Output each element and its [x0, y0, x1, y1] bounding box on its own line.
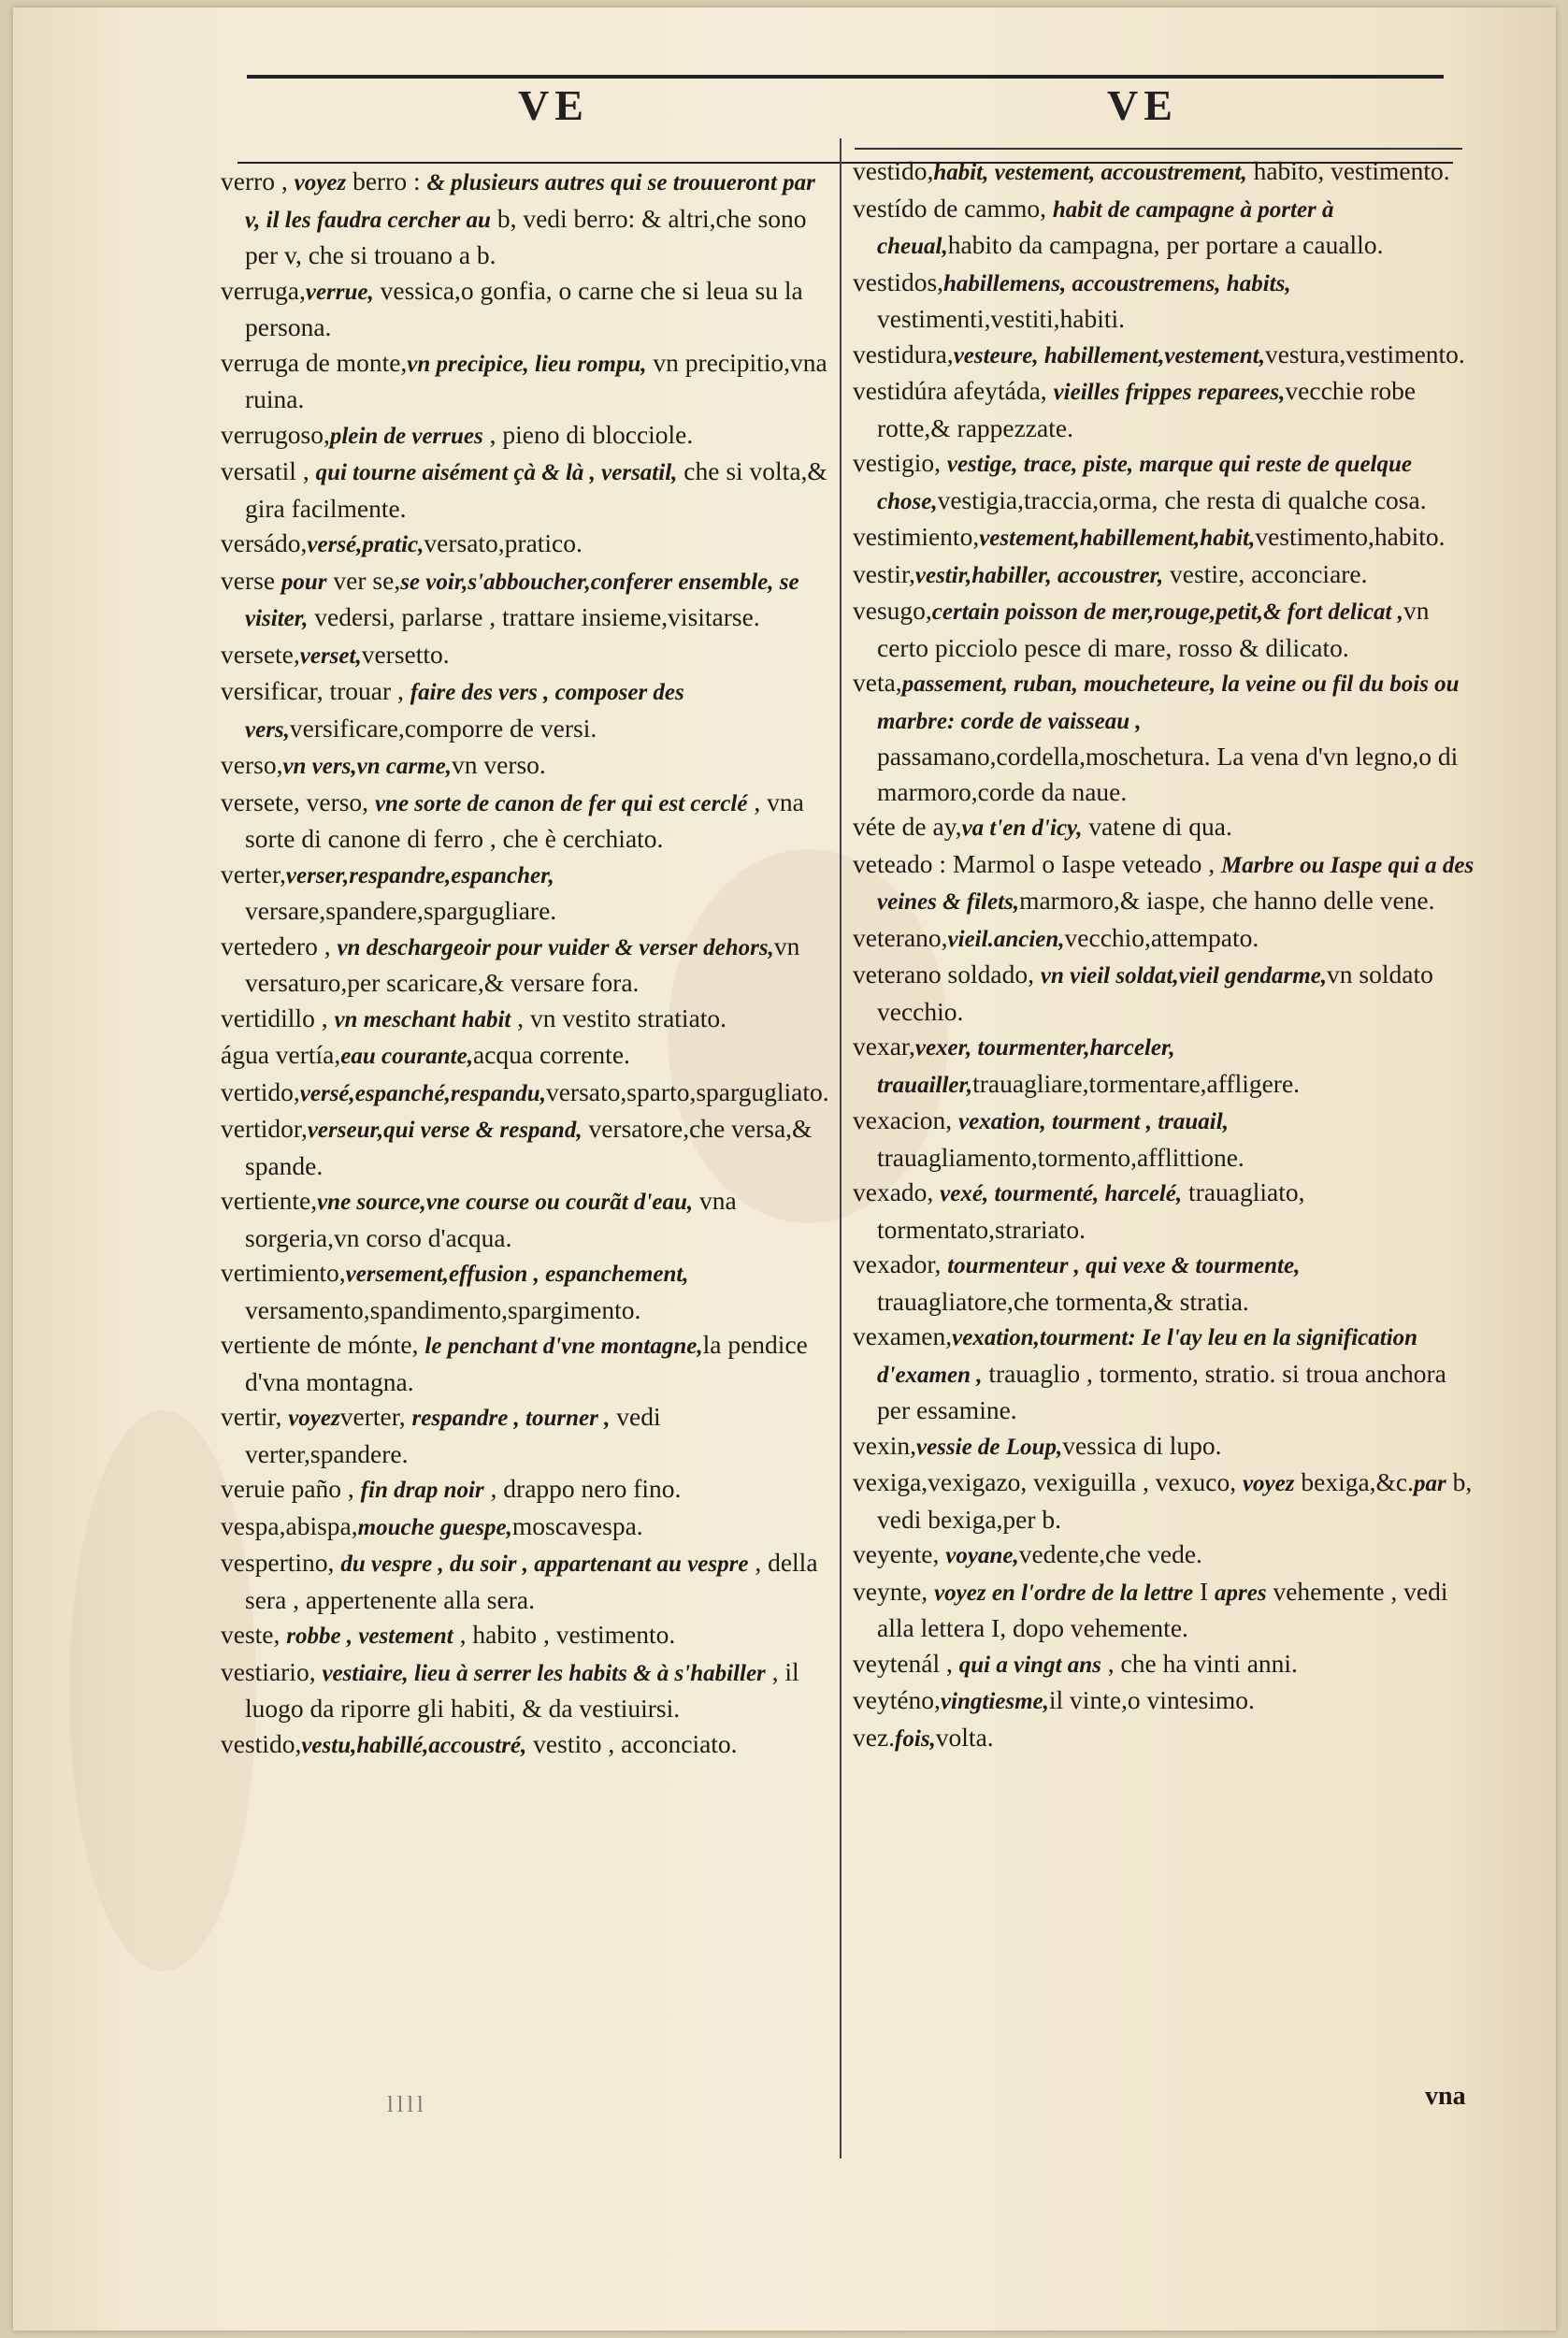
entry-text: vespertino,	[221, 1548, 341, 1577]
french-gloss: vesteure, habillement,vestement,	[953, 342, 1265, 368]
french-gloss: voyez en l'ordre de la lettre	[934, 1580, 1194, 1606]
french-gloss: vestir,habiller, accoustrer,	[914, 562, 1164, 588]
entry-text: vertir,	[221, 1402, 289, 1431]
entry-text: versificare,comporre de versi.	[289, 713, 597, 743]
entry-text: veta,	[853, 668, 902, 697]
dictionary-entry	[853, 337, 1474, 374]
dictionary-entry	[853, 665, 1474, 809]
french-gloss: voyez	[288, 1406, 340, 1431]
french-gloss: verrue,	[305, 279, 374, 305]
entry-text: vestido,	[853, 156, 934, 185]
dictionary-entry	[221, 454, 828, 526]
entry-text: che si volta,& gira facilmente.	[245, 456, 827, 523]
french-gloss: vieilles frippes reparees,	[1053, 380, 1286, 405]
dictionary-entry	[221, 1037, 828, 1075]
entry-text: verter,	[339, 1402, 412, 1431]
catchword: vna	[1425, 2082, 1466, 2111]
dictionary-entry	[221, 929, 828, 1001]
dictionary-entry	[221, 1617, 828, 1654]
dictionary-entry	[853, 191, 1474, 265]
entry-text: marmoro,& iaspe, che hanno delle vene.	[1019, 886, 1435, 915]
entry-text: vesugo,	[853, 596, 932, 625]
dictionary-entry	[221, 1654, 828, 1726]
french-gloss: vieil.ancien,	[947, 926, 1065, 952]
entry-text: versamento,spandimento,spargimento.	[245, 1294, 641, 1324]
entry-text: habito da campagna, per portare a cauallo.	[947, 230, 1384, 259]
entry-text: versete, verso,	[221, 787, 375, 816]
dictionary-entry	[853, 920, 1474, 958]
french-gloss: robbe , vestement	[286, 1624, 453, 1649]
entry-text: vessica,o gonfia, o carne che si leua su la persona.	[245, 275, 803, 341]
french-gloss: habit, vestement, accoustrement,	[933, 160, 1247, 185]
french-gloss: vn precipice, lieu rompu,	[407, 351, 647, 377]
dictionary-entry	[221, 1327, 828, 1399]
dictionary-entry	[221, 1471, 828, 1508]
entry-text: vestura,vestimento.	[1264, 339, 1465, 368]
entry-text: versatore,che versa,& spande.	[245, 1114, 813, 1180]
entry-text: berro :	[346, 166, 427, 195]
header-rule-right	[855, 148, 1462, 150]
entry-text: trauaglio , tormento, stratio. si troua anchora per essamine.	[877, 1358, 1446, 1424]
entry-text: vestidúra afeytáda,	[853, 376, 1054, 405]
dictionary-entry	[853, 1574, 1474, 1646]
dictionary-entry	[853, 265, 1474, 337]
entry-text: vestidura,	[853, 339, 954, 368]
french-gloss: verseur,qui verse & respand,	[307, 1118, 583, 1143]
entry-text: vexiga,vexigazo, vexiguilla , vexuco,	[853, 1467, 1243, 1496]
entry-text: vedersi, parlarse , trattare insieme,visitarse.	[308, 602, 760, 631]
entry-text: vn soldato vecchio.	[877, 960, 1433, 1026]
dictionary-entry	[853, 809, 1474, 846]
left-running-head: VE	[518, 81, 589, 129]
entry-text: versádo,	[221, 528, 308, 557]
entry-text: vessica di lupo.	[1062, 1430, 1222, 1460]
dictionary-entry	[853, 519, 1474, 556]
french-gloss: le penchant d'vne montagne,	[424, 1334, 703, 1359]
dictionary-entry	[853, 1465, 1474, 1537]
entry-text: veteado : Marmol o Iaspe veteado ,	[853, 848, 1222, 878]
french-gloss: fin drap noir	[360, 1478, 484, 1503]
entry-text: I	[1193, 1576, 1215, 1606]
dictionary-entry	[853, 153, 1474, 191]
entry-text: , pieno di blocciole.	[482, 419, 694, 449]
dictionary-entry	[853, 1103, 1474, 1175]
top-rule	[247, 75, 1444, 79]
dictionary-entry	[221, 785, 828, 857]
entry-text: véte de ay,	[853, 812, 962, 841]
entry-text: vertidillo ,	[221, 1003, 335, 1032]
french-gloss: plein de verrues	[329, 423, 483, 449]
french-gloss: mouche guespe,	[357, 1514, 512, 1540]
column-divider	[840, 138, 842, 2158]
dictionary-entry	[221, 1001, 828, 1038]
entry-text: vertido,	[221, 1076, 300, 1106]
entry-text: vestiario,	[221, 1656, 323, 1686]
right-column	[853, 153, 1474, 1756]
entry-text: vecchio,attempato.	[1064, 922, 1259, 952]
french-gloss: fois,	[895, 1725, 936, 1752]
entry-text: vestimiento,	[853, 522, 980, 551]
dictionary-entry	[221, 273, 828, 345]
entry-text: b, vedi berro: & altri,che sono per v, che si trouano a b.	[245, 203, 807, 269]
french-gloss: vestiaire, lieu à serrer les habits & à s'habiller	[322, 1660, 766, 1686]
entry-text: , che ha vinti anni.	[1100, 1648, 1298, 1678]
dictionary-entry	[853, 846, 1474, 920]
entry-text: , habito , vestimento.	[453, 1620, 676, 1649]
dictionary-entry	[853, 1682, 1474, 1720]
entry-text: verter,	[221, 859, 286, 888]
dictionary-entry	[853, 1247, 1474, 1319]
signature-mark: llll	[387, 2093, 427, 2117]
dictionary-entry	[853, 373, 1474, 445]
dictionary-entry	[221, 164, 828, 273]
dictionary-entry	[853, 1428, 1474, 1465]
entry-text: trauagliare,tormentare,affligere.	[972, 1068, 1301, 1098]
french-gloss: respandre , tourner ,	[411, 1406, 611, 1431]
entry-text: vexador,	[853, 1249, 948, 1278]
french-gloss: habit de campagne à porter à cheual,	[877, 196, 1334, 259]
french-gloss: verser,respandre,espancher,	[285, 862, 554, 888]
french-gloss: vn vers,vn carme,	[282, 754, 452, 779]
entry-text: vertiente,	[221, 1186, 318, 1215]
french-gloss: vexation,tourment: Ie l'ay leu en la signification d'examen ,	[877, 1325, 1418, 1388]
entry-text: vexar,	[853, 1032, 915, 1061]
dictionary-entry	[221, 1726, 828, 1764]
french-gloss: versé,pratic,	[307, 532, 424, 557]
french-gloss: apres	[1215, 1580, 1267, 1606]
entry-text: versato,sparto,spargugliato.	[545, 1076, 829, 1106]
dictionary-entry	[221, 563, 828, 637]
french-gloss: par	[1414, 1471, 1446, 1496]
dictionary-entry	[221, 417, 828, 455]
french-gloss: vexation, tourment , trauail,	[958, 1109, 1229, 1134]
dictionary-entry	[853, 957, 1474, 1029]
french-gloss: tourmenteur , qui vexe & tourmente,	[947, 1253, 1301, 1278]
entry-text: vestído de cammo,	[853, 193, 1053, 223]
entry-text: volta.	[935, 1722, 994, 1752]
entry-text: versificar, trouar ,	[221, 676, 410, 705]
entry-text: vedente,che vede.	[1018, 1539, 1202, 1568]
dictionary-entry	[221, 1183, 828, 1255]
entry-text: vn certo picciolo pesce di mare, rosso & dilicato.	[877, 596, 1430, 662]
entry-text: moscavespa.	[511, 1510, 643, 1540]
french-gloss: verset,	[299, 642, 362, 669]
french-gloss: vingtiesme,	[940, 1689, 1049, 1714]
entry-text: veyente,	[853, 1539, 946, 1568]
entry-text: verruga,	[221, 275, 306, 305]
left-column	[221, 164, 828, 1763]
entry-text: versete,	[221, 639, 300, 669]
french-gloss: vn vieil soldat,vieil gendarme,	[1040, 963, 1328, 989]
french-gloss: vexé, tourmenté, harcelé,	[940, 1181, 1183, 1206]
entry-text: vatene di qua.	[1082, 812, 1232, 841]
french-gloss: voyez	[1242, 1471, 1295, 1496]
entry-text: vestidos,	[853, 267, 944, 296]
entry-text: água vertía,	[221, 1040, 341, 1069]
entry-text: trauagliatore,che tormenta,& stratia.	[877, 1286, 1249, 1316]
entry-text: ver se,	[326, 565, 401, 595]
entry-text: veste,	[221, 1620, 287, 1649]
french-gloss: vexer, tourmenter,harceler, trauailler,	[877, 1035, 1175, 1098]
dictionary-entry	[853, 1537, 1474, 1574]
entry-text: , il luogo da riporre gli habiti, & da vestiuirsi.	[245, 1656, 799, 1723]
dictionary-entry	[853, 593, 1474, 665]
entry-text: trauagliamento,tormento,afflittione.	[877, 1142, 1244, 1172]
french-gloss: vestu,habillé,accoustré,	[301, 1732, 527, 1758]
entry-text: vexacion,	[853, 1105, 959, 1134]
entry-text: vespa,abispa,	[221, 1510, 358, 1540]
dictionary-entry	[853, 1029, 1474, 1103]
entry-text: habito, vestimento.	[1246, 156, 1450, 185]
entry-text: veruie paño ,	[221, 1474, 361, 1503]
french-gloss: versé,espanché,respandu,	[299, 1080, 546, 1106]
french-gloss: pour	[281, 569, 327, 595]
dictionary-entry	[221, 1508, 828, 1546]
entry-text: vexado,	[853, 1177, 941, 1206]
entry-text: verrugoso,	[221, 419, 330, 449]
dictionary-entry	[221, 637, 828, 674]
entry-text: versare,spandere,spargugliare.	[245, 896, 557, 925]
entry-text: vestir,	[853, 558, 915, 588]
entry-text: vedi verter,spandere.	[245, 1402, 661, 1468]
french-gloss: voyane,	[945, 1543, 1019, 1568]
french-gloss: voyez	[294, 170, 347, 195]
entry-text: verse	[221, 565, 281, 595]
entry-text: vestigio,	[853, 448, 947, 477]
entry-text: vertimiento,	[221, 1258, 346, 1287]
dictionary-entry	[853, 1646, 1474, 1683]
french-gloss: du vespre , du soir , appartenant au vespre	[340, 1551, 749, 1577]
entry-text: veynte,	[853, 1576, 935, 1606]
entry-text: bexiga,&c.	[1294, 1467, 1415, 1496]
french-gloss: eau courante,	[340, 1044, 473, 1069]
dictionary-entry	[221, 673, 828, 747]
french-gloss: & plusieurs autres qui se trouueront par v, il les faudra cercher au	[245, 170, 815, 233]
entry-text: verro ,	[221, 166, 295, 195]
entry-text: vertidor,	[221, 1114, 308, 1143]
french-gloss: Marbre ou Iaspe qui a des veines & filets,	[877, 852, 1474, 915]
entry-text: verso,	[221, 750, 283, 779]
entry-text: vexin,	[853, 1430, 916, 1460]
dictionary-entry	[221, 526, 828, 563]
entry-text: , della sera , appertenente alla sera.	[245, 1548, 818, 1614]
entry-text: vestire, acconciare.	[1163, 558, 1368, 588]
entry-text: la pendice d'vna montagna.	[245, 1330, 808, 1396]
french-gloss: va t'en d'icy,	[961, 815, 1083, 841]
dictionary-entry	[853, 1720, 1474, 1757]
entry-text: passamano,cordella,moschetura. La vena d'vn legno,o di marmoro,corde da naue.	[877, 742, 1459, 806]
entry-text: vertedero ,	[221, 931, 338, 960]
entry-text: vestigia,traccia,orma, che resta di qualche cosa.	[937, 484, 1427, 514]
entry-text: vestido,	[221, 1728, 302, 1758]
dictionary-entry	[853, 1319, 1474, 1428]
french-gloss: qui a vingt ans	[958, 1652, 1101, 1678]
french-gloss: passement, ruban, moucheteure, la veine ou fil du bois ou marbre: corde de vaisseau ,	[877, 671, 1460, 734]
entry-text: veyténo,	[853, 1685, 941, 1714]
french-gloss: habillemens, accoustremens, habits,	[943, 270, 1291, 296]
french-gloss: vestement,habillement,habit,	[979, 526, 1256, 551]
entry-text: versetto.	[361, 639, 450, 669]
dictionary-entry	[221, 1545, 828, 1617]
entry-text: acqua corrente.	[472, 1040, 630, 1069]
french-gloss: certain poisson de mer,rouge,petit,& fort delicat ,	[931, 599, 1403, 625]
dictionary-entry	[853, 1175, 1474, 1247]
dictionary-entry	[221, 1399, 828, 1471]
dictionary-entry	[221, 747, 828, 785]
dictionary-entry	[853, 556, 1474, 594]
french-gloss: vne source,vne course ou courãt d'eau,	[317, 1190, 694, 1215]
entry-text: vn verso.	[451, 750, 546, 779]
entry-text: vexamen,	[853, 1321, 953, 1350]
entry-text: vna sorgeria,vn corso d'acqua.	[245, 1186, 737, 1252]
entry-text: vestimento,habito.	[1255, 522, 1446, 551]
french-gloss: se voir,s'abboucher,conferer ensemble, se visiter,	[245, 569, 799, 631]
french-gloss: vne sorte de canon de fer qui est cerclé	[374, 790, 748, 816]
entry-text: veterano soldado,	[853, 960, 1041, 989]
entry-text: versatil ,	[221, 456, 316, 485]
entry-text: veterano,	[853, 922, 948, 952]
entry-text: il vinte,o vintesimo.	[1048, 1685, 1255, 1714]
dictionary-entry	[221, 857, 828, 929]
french-gloss: faire des vers , composer des vers,	[245, 680, 684, 743]
entry-text: vecchie robe rotte,& rappezzate.	[877, 376, 1417, 442]
entry-text: veytenál ,	[853, 1648, 959, 1678]
entry-text: vez.	[853, 1722, 896, 1752]
dictionary-entry	[853, 445, 1474, 519]
french-gloss: vn meschant habit	[334, 1006, 511, 1032]
entry-text: , drappo nero fino.	[483, 1474, 682, 1503]
entry-text: b, vedi bexiga,per b.	[877, 1467, 1473, 1534]
dictionary-entry	[221, 1075, 828, 1112]
entry-text: verruga de monte,	[221, 347, 408, 377]
right-running-head: VE	[1107, 81, 1178, 129]
french-gloss: vessie de Loup,	[915, 1434, 1063, 1460]
entry-text: , vna sorte di canone di ferro , che è cerchiato.	[245, 787, 804, 853]
entry-text: vehemente , vedi alla lettera I, dopo vehemente.	[877, 1576, 1448, 1642]
entry-text: trauagliato, tormentato,strariato.	[877, 1177, 1305, 1244]
dictionary-entry	[221, 345, 828, 417]
entry-text: , vn vestito stratiato.	[511, 1003, 727, 1032]
entry-text: vertiente de mónte,	[221, 1330, 425, 1359]
entry-text: vestito , acconciato.	[526, 1728, 738, 1758]
french-gloss: vn deschargeoir pour vuider & verser dehors,	[337, 934, 774, 960]
book-page	[13, 7, 1556, 2331]
french-gloss: vestige, trace, piste, marque qui reste de quelque chose,	[877, 452, 1412, 514]
entry-text: vn precipitio,vna ruina.	[245, 347, 827, 413]
french-gloss: versement,effusion , espanchement,	[345, 1262, 689, 1287]
french-gloss: qui tourne aisément çà & là , versatil,	[315, 460, 678, 485]
entry-text: vestimenti,vestiti,habiti.	[877, 304, 1126, 333]
dictionary-entry	[221, 1111, 828, 1183]
dictionary-entry	[221, 1255, 828, 1327]
entry-text: versato,pratico.	[424, 528, 583, 557]
entry-text: vn versaturo,per scaricare,& versare fora.	[245, 931, 800, 997]
